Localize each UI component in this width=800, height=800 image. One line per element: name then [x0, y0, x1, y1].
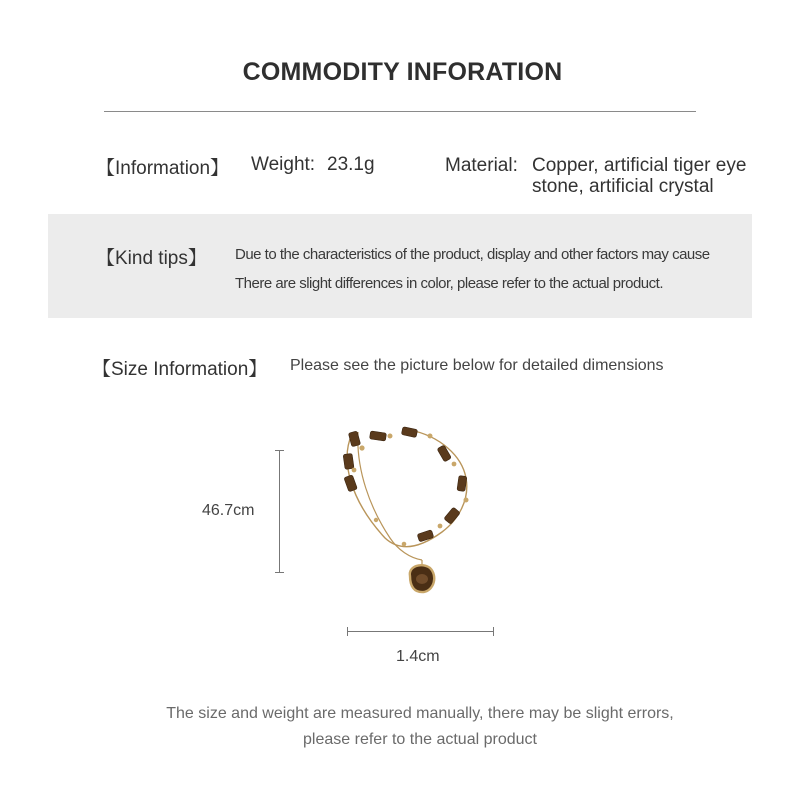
width-dimension-label: 1.4cm [396, 648, 440, 665]
material-value: Copper, artificial tiger eye stone, artificial crystal [532, 155, 747, 197]
weight-label: Weight: [251, 154, 316, 175]
size-information-label: 【Size Information】 [92, 359, 268, 380]
kind-tips-line-1: Due to the characteristics of the product, display and other factors may cause [235, 246, 710, 263]
title-divider [104, 111, 696, 112]
page-title: COMMODITY INFORATION [242, 58, 563, 86]
kind-tips-line-2: There are slight differences in color, please refer to the actual product. [235, 275, 663, 292]
footnote-line-2: please refer to the actual product [303, 731, 537, 748]
necklace-icon [330, 420, 490, 600]
footnote-line-1: The size and weight are measured manually, there may be slight errors, [166, 705, 674, 722]
width-marker-line [347, 631, 494, 632]
height-marker-line [279, 450, 280, 573]
height-dimension-label: 46.7cm [202, 502, 255, 519]
height-dimension-marker [275, 450, 285, 573]
size-information-description: Please see the picture below for detailed dimensions [290, 357, 664, 374]
information-label: 【Information】 [96, 158, 230, 179]
height-marker-cap-bottom [275, 572, 284, 573]
material-label: Material: [445, 155, 518, 176]
width-dimension-marker [347, 627, 494, 637]
width-marker-cap-right [493, 627, 494, 636]
weight-value: 23.1g [327, 154, 375, 175]
kind-tips-label: 【Kind tips】 [96, 248, 207, 269]
